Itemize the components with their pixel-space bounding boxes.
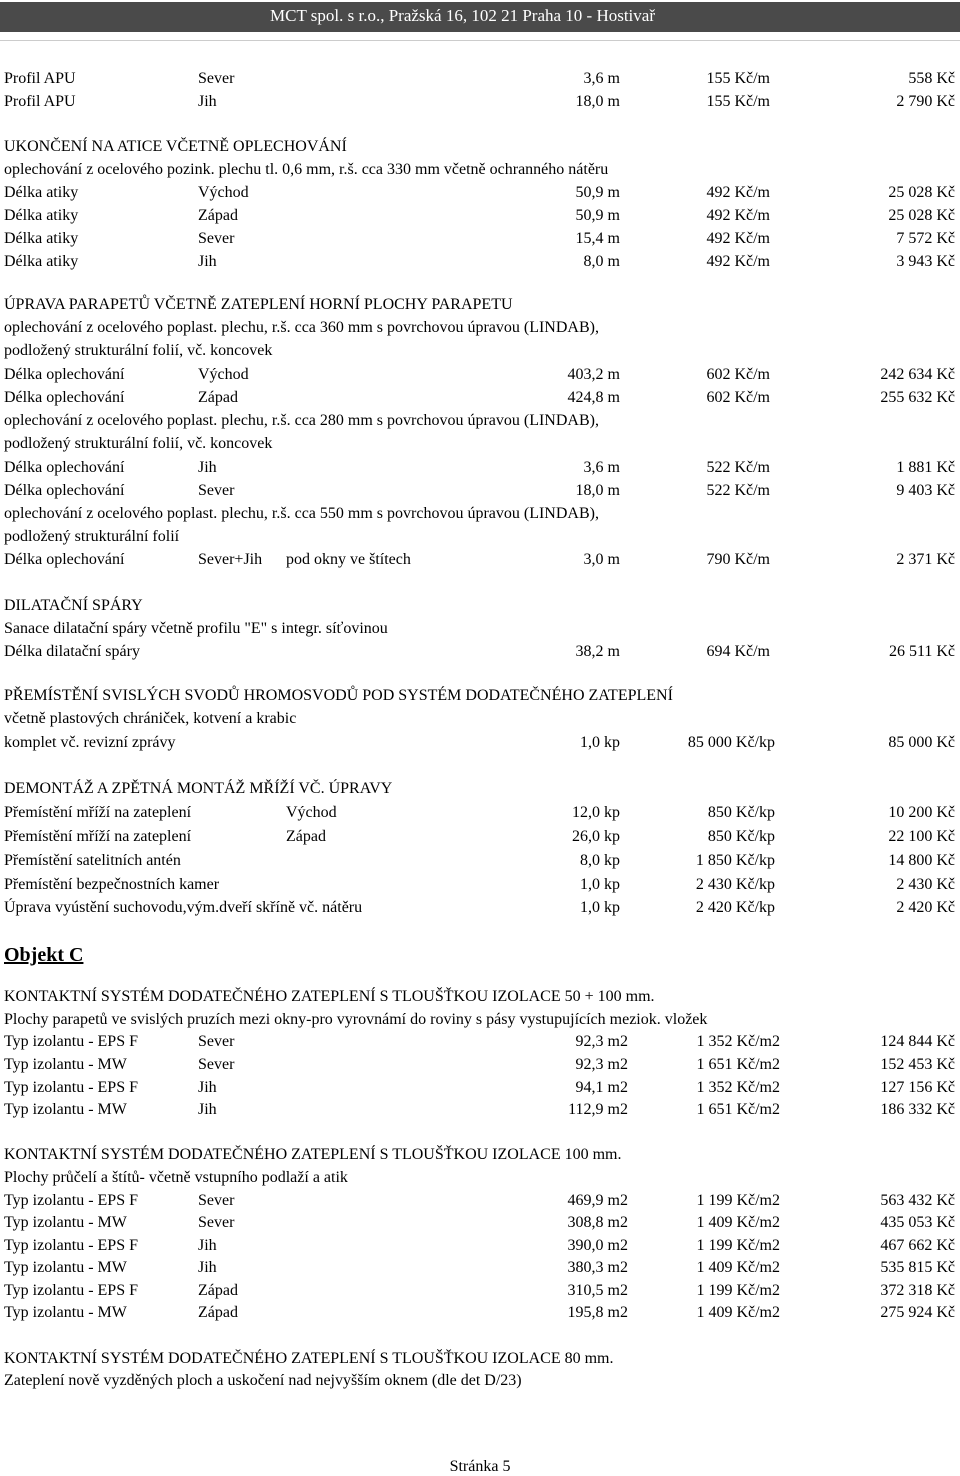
item-name: Typ izolantu - EPS F [4, 1079, 138, 1096]
item-name: Délka oplechování [4, 482, 125, 499]
item-name: Přemístění bezpečnostních kamer [4, 876, 220, 893]
item-quantity: 3,6 m [583, 70, 620, 87]
text-line: Zateplení nově vyzděných ploch a uskočení nad nejvyšším oknem (dle det D/23) [4, 1372, 522, 1389]
item-name: Délka oplechování [4, 551, 125, 568]
item-side: Sever [198, 1214, 235, 1231]
item-row [4, 1214, 956, 1236]
item-row [4, 876, 956, 898]
item-unit-price: 1 651 Kč/m2 [696, 1101, 780, 1118]
item-row [4, 70, 956, 92]
text-line: ÚPRAVA PARAPETŮ VČETNĚ ZATEPLENÍ HORNÍ PLOCHY PARAPETU [4, 296, 513, 313]
item-total: 127 156 Kč [880, 1079, 955, 1096]
item-unit-price: 2 430 Kč/kp [695, 876, 775, 893]
item-name: Typ izolantu - MW [4, 1259, 127, 1276]
item-name: Délka oplechování [4, 389, 125, 406]
item-unit-price: 1 651 Kč/m2 [696, 1056, 780, 1073]
item-quantity: 8,0 m [583, 253, 620, 270]
item-total: 2 790 Kč [896, 93, 955, 110]
item-name: Délka atiky [4, 230, 79, 247]
item-name: Typ izolantu - MW [4, 1056, 127, 1073]
item-total: 563 432 Kč [880, 1192, 955, 1209]
item-name: Délka oplechování [4, 459, 125, 476]
item-name: Přemístění mříží na zateplení [4, 804, 192, 821]
item-name: Typ izolantu - EPS F [4, 1282, 138, 1299]
item-name: Typ izolantu - MW [4, 1304, 127, 1321]
item-quantity: 38,2 m [575, 643, 620, 660]
item-name: komplet vč. revizní zprávy [4, 734, 176, 751]
item-name: Délka atiky [4, 184, 79, 201]
item-name: Typ izolantu - MW [4, 1214, 127, 1231]
item-side: Západ [198, 1304, 238, 1321]
text-line: včetně plastových chrániček, kotvení a krabic [4, 710, 297, 727]
text-line: DEMONTÁŽ A ZPĚTNÁ MONTÁŽ MŘÍŽÍ VČ. ÚPRAVY [4, 780, 393, 797]
item-total: 1 881 Kč [896, 459, 955, 476]
item-total: 558 Kč [908, 70, 955, 87]
item-side: Jih [198, 1101, 217, 1118]
item-total: 2 430 Kč [896, 876, 955, 893]
item-total: 467 662 Kč [880, 1237, 955, 1254]
item-unit-price: 522 Kč/m [706, 459, 770, 476]
text-line: UKONČENÍ NA ATICE VČETNĚ OPLECHOVÁNÍ [4, 138, 347, 155]
text-line: podložený strukturální folií [4, 528, 180, 545]
text-line: oplechování z ocelového pozink. plechu tl. 0,6 mm, r.š. cca 330 mm včetně ochranného nátěru [4, 161, 609, 178]
text-line: podložený strukturální folií, vč. koncovek [4, 435, 273, 452]
item-quantity: 1,0 kp [580, 876, 620, 893]
item-quantity: 92,3 m2 [575, 1056, 628, 1073]
item-total: 186 332 Kč [880, 1101, 955, 1118]
item-total: 25 028 Kč [888, 184, 955, 201]
item-side: Východ [198, 184, 249, 201]
item-row [4, 899, 956, 921]
item-total: 9 403 Kč [896, 482, 955, 499]
item-quantity: 390,0 m2 [567, 1237, 628, 1254]
item-row [4, 1079, 956, 1101]
item-name: Délka atiky [4, 253, 79, 270]
item-total: 535 815 Kč [880, 1259, 955, 1276]
item-total: 372 318 Kč [880, 1282, 955, 1299]
text-line: KONTAKTNÍ SYSTÉM DODATEČNÉHO ZATEPLENÍ S TLOUŠŤKOU IZOLACE 100 mm. [4, 1146, 622, 1163]
item-name: Typ izolantu - EPS F [4, 1033, 138, 1050]
item-side: Západ [198, 1282, 238, 1299]
item-name: Typ izolantu - EPS F [4, 1192, 138, 1209]
item-side: Sever+Jih [198, 551, 263, 568]
item-unit-price: 492 Kč/m [706, 207, 770, 224]
item-quantity: 112,9 m2 [568, 1101, 628, 1118]
item-quantity: 12,0 kp [572, 804, 620, 821]
item-side: Sever [198, 482, 235, 499]
item-row [4, 734, 956, 756]
item-quantity: 380,3 m2 [567, 1259, 628, 1276]
item-quantity: 424,8 m [567, 389, 620, 406]
item-unit-price: 850 Kč/kp [707, 828, 775, 845]
item-total: 2 420 Kč [896, 899, 955, 916]
item-quantity: 26,0 kp [572, 828, 620, 845]
item-side: Východ [198, 366, 249, 383]
item-row [4, 389, 956, 411]
item-row [4, 482, 956, 504]
item-side: Jih [198, 253, 217, 270]
item-name: Délka oplechování [4, 366, 125, 383]
item-side: Západ [198, 207, 238, 224]
item-row [4, 459, 956, 481]
item-unit-price: 1 409 Kč/m2 [696, 1214, 780, 1231]
item-unit-price: 1 352 Kč/m2 [696, 1033, 780, 1050]
item-row [4, 828, 956, 850]
item-unit-price: 492 Kč/m [706, 230, 770, 247]
item-quantity: 195,8 m2 [567, 1304, 628, 1321]
item-quantity: 3,0 m [583, 551, 620, 568]
item-row [4, 1033, 956, 1055]
item-side: Jih [198, 459, 217, 476]
item-row [4, 804, 956, 826]
item-unit-price: 1 199 Kč/m2 [696, 1192, 780, 1209]
text-line: KONTAKTNÍ SYSTÉM DODATEČNÉHO ZATEPLENÍ S TLOUŠŤKOU IZOLACE 50 + 100 mm. [4, 988, 655, 1005]
item-unit-price: 1 409 Kč/m2 [696, 1304, 780, 1321]
item-unit-price: 602 Kč/m [706, 366, 770, 383]
text-line: Sanace dilatační spáry včetně profilu "E" s integr. síťovinou [4, 620, 388, 637]
item-side: Jih [198, 93, 217, 110]
item-quantity: 308,8 m2 [567, 1214, 628, 1231]
header-divider [0, 40, 960, 41]
page-number: Stránka 5 [449, 1458, 511, 1475]
item-name: Typ izolantu - EPS F [4, 1237, 138, 1254]
item-name: Profil APU [4, 93, 76, 110]
item-name: Přemístění satelitních antén [4, 852, 181, 869]
item-name: Délka atiky [4, 207, 79, 224]
item-row [4, 1304, 956, 1326]
item-side: Západ [198, 389, 238, 406]
item-quantity: 50,9 m [575, 184, 620, 201]
item-quantity: 3,6 m [583, 459, 620, 476]
item-unit-price: 1 409 Kč/m2 [696, 1259, 780, 1276]
text-line: Plochy průčelí a štítů- včetně vstupního podlaží a atik [4, 1169, 348, 1186]
item-unit-price: 1 352 Kč/m2 [696, 1079, 780, 1096]
item-side: Západ [286, 828, 326, 845]
item-name: Typ izolantu - MW [4, 1101, 127, 1118]
item-side: Sever [198, 70, 235, 87]
item-unit-price: 1 199 Kč/m2 [696, 1237, 780, 1254]
item-total: 26 511 Kč [888, 643, 955, 660]
item-quantity: 469,9 m2 [567, 1192, 628, 1209]
item-quantity: 50,9 m [575, 207, 620, 224]
item-quantity: 18,0 m [575, 93, 620, 110]
item-unit-price: 492 Kč/m [706, 184, 770, 201]
item-total: 242 634 Kč [880, 366, 955, 383]
item-unit-price: 85 000 Kč/kp [687, 734, 775, 751]
item-total: 3 943 Kč [896, 253, 955, 270]
text-line: oplechování z ocelového poplast. plechu, r.š. cca 280 mm s povrchovou úpravou (LINDAB), [4, 412, 599, 429]
item-quantity: 94,1 m2 [575, 1079, 628, 1096]
item-unit-price: 850 Kč/kp [707, 804, 775, 821]
item-quantity: 92,3 m2 [575, 1033, 628, 1050]
item-total: 25 028 Kč [888, 207, 955, 224]
item-row [4, 366, 956, 388]
item-row [4, 1282, 956, 1304]
item-quantity: 310,5 m2 [567, 1282, 628, 1299]
item-name: Úprava vyústění suchovodu,vým.dveří skříně vč. nátěru [4, 899, 363, 916]
item-total: 22 100 Kč [888, 828, 955, 845]
item-unit-price: 2 420 Kč/kp [695, 899, 775, 916]
item-unit-price: 522 Kč/m [706, 482, 770, 499]
item-row [4, 643, 956, 665]
item-total: 14 800 Kč [888, 852, 955, 869]
header-bar [0, 2, 960, 32]
item-row [4, 1237, 956, 1259]
item-unit-price: 1 850 Kč/kp [695, 852, 775, 869]
text-line: Plochy parapetů ve svislých pruzích mezi okny-pro vyrovnámí do roviny s pásy vystupujících meziok. vložek [4, 1011, 708, 1028]
item-side: Sever [198, 230, 235, 247]
item-unit-price: 602 Kč/m [706, 389, 770, 406]
item-row [4, 253, 956, 275]
item-quantity: 8,0 kp [580, 852, 620, 869]
item-side: Jih [198, 1079, 217, 1096]
item-note: pod okny ve štítech [286, 551, 411, 568]
text-line: KONTAKTNÍ SYSTÉM DODATEČNÉHO ZATEPLENÍ S TLOUŠŤKOU IZOLACE 80 mm. [4, 1350, 614, 1367]
item-quantity: 1,0 kp [580, 899, 620, 916]
item-unit-price: 155 Kč/m [706, 70, 770, 87]
item-side: Jih [198, 1237, 217, 1254]
item-side: Východ [286, 804, 337, 821]
item-row [4, 230, 956, 252]
item-row [4, 207, 956, 229]
text-line: oplechování z ocelového poplast. plechu, r.š. cca 550 mm s povrchovou úpravou (LINDAB), [4, 505, 599, 522]
item-total: 435 053 Kč [880, 1214, 955, 1231]
item-row [4, 1101, 956, 1123]
item-side: Sever [198, 1192, 235, 1209]
item-row [4, 93, 956, 115]
item-row [4, 1192, 956, 1214]
text-line: podložený strukturální folií, vč. koncovek [4, 342, 273, 359]
section-title: Objekt C [4, 944, 84, 966]
item-name: Profil APU [4, 70, 76, 87]
item-name: Délka dilatační spáry [4, 643, 140, 660]
item-total: 7 572 Kč [896, 230, 955, 247]
item-unit-price: 492 Kč/m [706, 253, 770, 270]
item-unit-price: 155 Kč/m [706, 93, 770, 110]
text-line: DILATAČNÍ SPÁRY [4, 597, 143, 614]
item-quantity: 18,0 m [575, 482, 620, 499]
item-unit-price: 694 Kč/m [706, 643, 770, 660]
header-title: MCT spol. s r.o., Pražská 16, 102 21 Praha 10 - Hostivař [270, 6, 655, 25]
item-quantity: 403,2 m [567, 366, 620, 383]
item-row [4, 1259, 956, 1281]
item-row [4, 551, 956, 573]
item-row [4, 184, 956, 206]
item-total: 255 632 Kč [880, 389, 955, 406]
item-row [4, 852, 956, 874]
text-line: oplechování z ocelového poplast. plechu, r.š. cca 360 mm s povrchovou úpravou (LINDAB), [4, 319, 599, 336]
item-total: 2 371 Kč [896, 551, 955, 568]
item-name: Přemístění mříží na zateplení [4, 828, 192, 845]
item-unit-price: 1 199 Kč/m2 [696, 1282, 780, 1299]
item-total: 10 200 Kč [888, 804, 955, 821]
item-row [4, 1056, 956, 1078]
item-total: 124 844 Kč [880, 1033, 955, 1050]
text-line: PŘEMÍSTĚNÍ SVISLÝCH SVODŮ HROMOSVODŮ POD SYSTÉM DODATEČNÉHO ZATEPLENÍ [4, 687, 673, 704]
item-side: Sever [198, 1033, 235, 1050]
item-unit-price: 790 Kč/m [706, 551, 770, 568]
item-total: 85 000 Kč [888, 734, 955, 751]
item-side: Sever [198, 1056, 235, 1073]
item-total: 275 924 Kč [880, 1304, 955, 1321]
item-quantity: 1,0 kp [580, 734, 620, 751]
item-total: 152 453 Kč [880, 1056, 955, 1073]
item-quantity: 15,4 m [575, 230, 620, 247]
item-side: Jih [198, 1259, 217, 1276]
